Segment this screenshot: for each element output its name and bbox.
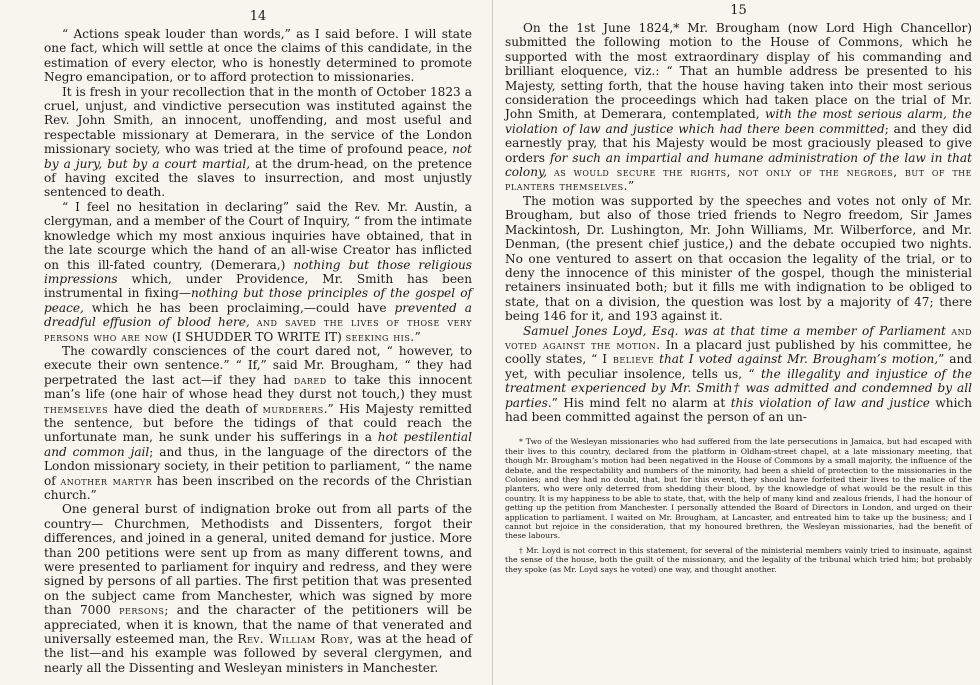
- paragraph: [505, 21, 972, 194]
- page-number: 14: [249, 9, 267, 24]
- italic-run: prevented a dreadful effusion of blood here,: [44, 300, 472, 330]
- small-caps-run: and saved the lives of those very persons who are now: [44, 315, 472, 344]
- italic-run: nothing but those principles of the gospel of peace,: [44, 286, 472, 315]
- italic-run: for such an impartial and humane administration of the law in that colony,: [505, 150, 973, 180]
- text-run: have died the death of: [108, 401, 263, 416]
- text-run: “ I feel no hesitation in declaring” said the Rev. Mr. Austin, a clergyman, and a member of the Court of Inquiry, “ from the intimate knowledge which my most anxious inquiries have obtained, that in the late scourge which the hand of an all-wise Creator has inflicted on this ill-fated country, (Demerara,): [44, 199, 472, 272]
- text-run: In a placard just published by his committee, he coolly states, “: [505, 337, 972, 367]
- text-run: to take this innocent man’s life (one hair of whose head they durst not touch,) they must: [44, 372, 472, 402]
- paragraph: [44, 200, 472, 344]
- text-run: , was at the head of the list—and his example was followed by several clergymen, and nearly all the Dissenting and Wesleyan ministers in Manchester.: [44, 632, 472, 675]
- text-run: ” His mind felt no alarm at: [551, 395, 731, 410]
- text-run: [547, 165, 554, 179]
- text-run: One general burst of indignation broke out from all parts of the country— Churchmen, Methodists and Dissenters, forgot their differences, and joined in a general, united demand for justice. More than 200 petitions were sent up from as many different towns, and were presented to parliament for inquiry and redress, and they were signed by persons of all parties. The first petition that was presented on the subject came from Manchester, which was signed by more than 7000: [44, 502, 472, 618]
- text-run: .” His Majesty remitted the sentence, but before the tidings of that could reach the unfortunate man, he sunk under his sufferings in a: [44, 401, 472, 445]
- text-run: The motion was supported by the speeches and votes not only of Mr. Brougham, but also of those tried friends to Negro freedom, Sir James Mackintosh, Dr. Lushington, Mr. John Williams, Mr. Wilberforce, and Mr. Denman, (the present chief justice,) and the debate occupied two nights. No one ventured to assert on that occasion the legality of the trial, or to deny the innocence of this minister of the gospel, though the ministerial retainers insinuated both; but it fills me with indignation to be obliged to state, that on a division, the question was lost by a majority of 47; there being 146 for it, and 193 against it.: [505, 193, 972, 324]
- text-run: which, under Providence, Mr. Smith has been instrumental in fixing—: [44, 271, 472, 301]
- text-run: “ Actions speak louder than words,” as I said before. I will state one fact, which will settle at once the claims of this candidate, in the estimation of every elector, who is honestly determined to promote Negro emancipation, or to afford protection to missionaries.: [44, 27, 472, 85]
- text-run: [250, 315, 257, 329]
- right-page: [492, 0, 980, 685]
- small-caps-run: I believe: [602, 352, 655, 367]
- text-run: at the drum-head, on the pretence of having excited the slaves to insurrection, and most unjustly sentenced to death.: [44, 156, 472, 200]
- text-run: On the 1st June 1824,* Mr. Brougham (now Lord High Chancellor) submitted the following motion to the House of Commons, which he supported with the most extraordinary display of his commanding and brilliant eloquence, viz.: “ That an humble address be presented to his Majesty, setting forth, that the house having taken into their most serious consideration the proceedings which had taken place on the trial of Mr. John Smith, at Demerara, contemplated,: [505, 21, 972, 122]
- italic-run: this violation of law and justice: [730, 395, 930, 410]
- paragraph: [505, 194, 972, 324]
- body-text: [44, 27, 472, 675]
- small-caps-run: Rev. William Roby: [237, 632, 350, 647]
- text-run: ”: [414, 329, 421, 344]
- italic-run: Samuel Jones Loyd, Esq. was at that time a member of Parliament: [523, 323, 946, 338]
- italic-run: the illegality and injustice of the treatment experienced by Mr. Smith† was admitted and condemned by all parties.: [505, 366, 973, 410]
- italic-run: with the most serious alarm, the violation of law and justice which had there been committed: [505, 107, 973, 136]
- text-run: ; and thus, in the language of the directors of the London missionary society, in their petition to parliament, “ the name of: [44, 444, 473, 488]
- paragraph: [44, 344, 472, 502]
- italic-run: nothing but those religious impressions: [44, 257, 472, 286]
- text-run: ; and they did earnestly pray, that his Majesty would be most graciously pleased to give orders: [505, 121, 972, 165]
- text-run: ”: [627, 179, 635, 194]
- small-caps-run: themselves: [44, 401, 109, 416]
- paragraph: [505, 324, 972, 425]
- footnote: † Mr. Loyd is not correct in this statement, for several of the ministerial members vainly tried to insinuate, against the sense of the house, both the guilt of the missionary, and the legality of the tribunal which tried him; but probably they spoke (as Mr. Loyd says he voted) one way, and thought another.: [505, 545, 972, 574]
- text-run: ” and yet, with peculiar insolence, tells us, “: [505, 352, 972, 381]
- text-run: It is fresh in your recollection that in the month of October 1823 a cruel, unjust, and vindictive persecution was instituted against the Rev. John Smith, an innocent, unoffending, and most useful and respectable missionary at Demerara, in the service of the London missionary society, who was tried at the time of profound peace,: [44, 84, 472, 157]
- paragraph: [44, 85, 472, 200]
- text-run: has been inscribed on the records of the Christian church.”: [44, 473, 472, 502]
- text-run: which had been committed against the person of an un-: [505, 395, 972, 424]
- italic-run: that I voted against Mr. Brougham’s motion,: [659, 352, 939, 367]
- text-run: which he has been proclaiming,—could have: [83, 300, 395, 315]
- footnotes: [505, 437, 972, 574]
- small-caps-run: seeking his.: [345, 329, 415, 344]
- body-text: [505, 21, 972, 424]
- small-caps-run: and voted against the motion.: [505, 323, 972, 352]
- small-caps-run: dared: [293, 372, 327, 387]
- small-caps-run: murderers: [262, 401, 324, 416]
- text-run: The cowardly consciences of the court dared not, “ however, to execute their own sentence.” “ If,” said Mr. Brougham, “ they had perpetrated the last act—if they had: [44, 343, 472, 387]
- left-page: [0, 0, 488, 685]
- italic-run: hot pestilential and common jail: [44, 430, 472, 459]
- small-caps-run: persons: [119, 603, 165, 618]
- small-caps-run: another martyr: [60, 473, 153, 488]
- paragraph: [44, 502, 472, 675]
- footnote: * Two of the Wesleyan missionaries who had suffered from the late persecutions in Jamaica, but had escaped with their lives to this country, declared from the platform in Oldham-street chapel, at a late missionary meeting, that though Mr. Brougham’s motion had been negatived in the House of Commons by a small majority, the influence of the debate, and the respectability and numbers of the minority, had been a shield of protection to the missionaries in the Colonies; and they had no doubt, that, but for this event, they should have forfeited their lives to the malice of the planters, who were only deterred from shedding their blood, by the knowledge of what would be the result in this country. It is my happiness to be able to state, that, with the help of many kind and zealous friends, I had the honour of getting up the petition from Manchester. I personally attended the Board of Directors in London, and urged on their application to parliament. I waited on Mr. Brougham, at Lancaster, and entreated him to take up the business; and I cannot but rejoice in the consideration, that my honoured brethren, the Wesleyan missionaries, had the benefit of these labours.: [505, 437, 972, 541]
- text-run: (I SHUDDER TO WRITE IT): [167, 329, 346, 344]
- small-caps-run: as would secure the rights, not only of the negroes, but of the planters themselves.: [505, 165, 972, 194]
- page-number: 15: [730, 3, 747, 18]
- text-run: ; and the character of the petitioners will be appreciated, when it is known, that the name of that venerated and universally esteemed man, the: [44, 603, 472, 647]
- italic-run: not by a jury, but by a court martial,: [44, 142, 472, 171]
- paragraph: [44, 27, 472, 85]
